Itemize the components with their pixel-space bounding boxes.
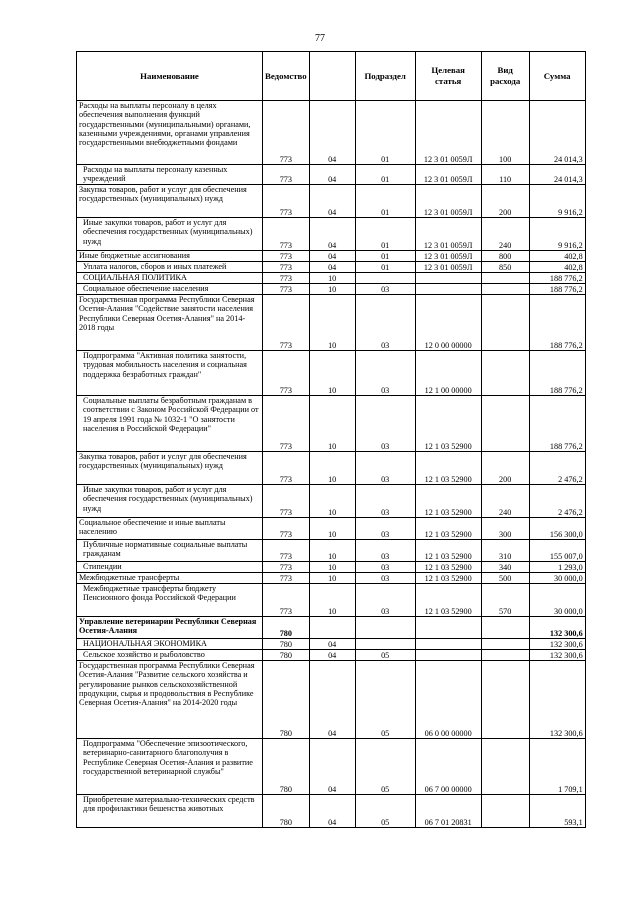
row-amount: 24 014,3 <box>529 165 585 185</box>
table-row <box>77 396 586 452</box>
table-row <box>77 650 586 661</box>
row-amount: 188 776,2 <box>529 295 585 351</box>
row-name: Сельское хозяйство и рыболовство <box>77 650 263 661</box>
row-name: Социальные выплаты безработным гражданам в соответствии с Законом Российской Федерации от 19 апреля 1991 года № 1032-1 "О занятости населения в Российской Федерации" <box>77 396 263 452</box>
table-row <box>77 639 586 650</box>
row-name: Расходы на выплаты персоналу в целях обеспечения выполнения функций государственными (муниципальными) органами, казенными учреждениями, органами управления государственными внебюджетными фондами <box>77 101 263 165</box>
row-department: 773 <box>263 584 310 617</box>
row-subsection: 03 <box>355 351 415 396</box>
row-department: 773 <box>263 573 310 584</box>
row-name: Иные закупки товаров, работ и услуг для обеспечения государственных (муниципальных) нужд <box>77 485 263 518</box>
row-name: Государственная программа Республики Северная Осетия-Алания "Развитие сельского хозяйства и регулирование рынков сельскохозяйственной продукции, сырья и продовольствия в Республике Северная Осетия-Алания" на 2014-2020 годы <box>77 661 263 739</box>
header-department: Ведомство <box>263 52 310 101</box>
row-expense-type: 850 <box>481 262 529 273</box>
row-expense-type: 340 <box>481 562 529 573</box>
row-department: 773 <box>263 518 310 540</box>
row-expense-type <box>481 739 529 795</box>
row-department: 773 <box>263 284 310 295</box>
row-expense-type <box>481 351 529 396</box>
row-expense-type: 110 <box>481 165 529 185</box>
row-amount: 1 709,1 <box>529 739 585 795</box>
row-expense-type <box>481 273 529 284</box>
row-amount: 2 476,2 <box>529 452 585 485</box>
row-expense-type <box>481 661 529 739</box>
row-section: 04 <box>309 218 355 251</box>
row-amount: 156 300,0 <box>529 518 585 540</box>
row-name: НАЦИОНАЛЬНАЯ ЭКОНОМИКА <box>77 639 263 650</box>
row-subsection <box>355 617 415 639</box>
header-name: Наименование <box>77 52 263 101</box>
row-department: 780 <box>263 617 310 639</box>
row-target-article <box>415 284 481 295</box>
row-subsection: 01 <box>355 101 415 165</box>
row-department: 780 <box>263 661 310 739</box>
row-section: 10 <box>309 351 355 396</box>
row-section: 10 <box>309 562 355 573</box>
row-department: 773 <box>263 101 310 165</box>
row-name: Социальное обеспечение и иные выплаты населению <box>77 518 263 540</box>
row-section: 10 <box>309 295 355 351</box>
row-target-article: 12 1 00 00000 <box>415 351 481 396</box>
row-subsection: 05 <box>355 661 415 739</box>
row-section: 10 <box>309 540 355 562</box>
row-name: Приобретение материально-технических средств для профилактики бешенства животных <box>77 795 263 828</box>
row-target-article: 06 0 00 00000 <box>415 661 481 739</box>
row-expense-type <box>481 795 529 828</box>
row-target-article: 12 1 03 52900 <box>415 562 481 573</box>
row-expense-type <box>481 639 529 650</box>
row-department: 773 <box>263 540 310 562</box>
table-row <box>77 739 586 795</box>
row-section: 04 <box>309 101 355 165</box>
table-row <box>77 584 586 617</box>
row-department: 773 <box>263 295 310 351</box>
row-expense-type: 310 <box>481 540 529 562</box>
row-target-article: 12 1 03 52900 <box>415 518 481 540</box>
table-row <box>77 485 586 518</box>
row-subsection: 03 <box>355 284 415 295</box>
row-target-article <box>415 273 481 284</box>
row-amount: 188 776,2 <box>529 284 585 295</box>
row-department: 773 <box>263 165 310 185</box>
row-subsection: 03 <box>355 518 415 540</box>
table-row <box>77 101 586 165</box>
row-section: 04 <box>309 262 355 273</box>
table-row <box>77 262 586 273</box>
row-subsection <box>355 273 415 284</box>
row-amount: 30 000,0 <box>529 584 585 617</box>
table-row <box>77 518 586 540</box>
row-target-article: 12 1 03 52900 <box>415 573 481 584</box>
row-department: 773 <box>263 185 310 218</box>
row-department: 773 <box>263 452 310 485</box>
row-amount: 402,8 <box>529 251 585 262</box>
table-row <box>77 540 586 562</box>
row-expense-type: 240 <box>481 218 529 251</box>
table-row <box>77 295 586 351</box>
row-name: Управление ветеринарии Республики Северная Осетия-Алания <box>77 617 263 639</box>
row-department: 780 <box>263 739 310 795</box>
row-target-article <box>415 617 481 639</box>
row-name: Закупка товаров, работ и услуг для обеспечения государственных (муниципальных) нужд <box>77 185 263 218</box>
table-row <box>77 284 586 295</box>
table-header-row <box>77 52 586 101</box>
row-expense-type: 200 <box>481 452 529 485</box>
row-name: Межбюджетные трансферты <box>77 573 263 584</box>
row-section: 04 <box>309 661 355 739</box>
table-row <box>77 573 586 584</box>
row-target-article: 12 1 03 52900 <box>415 452 481 485</box>
row-name: Иные бюджетные ассигнования <box>77 251 263 262</box>
row-target-article <box>415 650 481 661</box>
row-name: СОЦИАЛЬНАЯ ПОЛИТИКА <box>77 273 263 284</box>
row-name: Социальное обеспечение населения <box>77 284 263 295</box>
row-department: 773 <box>263 218 310 251</box>
row-department: 773 <box>263 485 310 518</box>
header-subsection: Подраздел <box>355 52 415 101</box>
row-subsection: 03 <box>355 573 415 584</box>
row-subsection: 01 <box>355 262 415 273</box>
row-target-article: 12 1 03 52900 <box>415 485 481 518</box>
row-subsection: 03 <box>355 562 415 573</box>
table-body <box>77 101 586 828</box>
row-section: 04 <box>309 739 355 795</box>
row-subsection: 05 <box>355 739 415 795</box>
row-expense-type <box>481 284 529 295</box>
table-row <box>77 251 586 262</box>
row-section: 04 <box>309 165 355 185</box>
row-amount: 132 300,6 <box>529 617 585 639</box>
table-row <box>77 351 586 396</box>
row-amount: 9 916,2 <box>529 218 585 251</box>
row-amount: 1 293,0 <box>529 562 585 573</box>
table-row <box>77 185 586 218</box>
row-amount: 155 007,0 <box>529 540 585 562</box>
row-department: 780 <box>263 639 310 650</box>
row-subsection: 05 <box>355 795 415 828</box>
row-name: Иные закупки товаров, работ и услуг для обеспечения государственных (муниципальных) нужд <box>77 218 263 251</box>
row-amount: 188 776,2 <box>529 273 585 284</box>
row-department: 780 <box>263 795 310 828</box>
row-target-article: 12 3 01 0059Л <box>415 251 481 262</box>
row-name: Уплата налогов, сборов и иных платежей <box>77 262 263 273</box>
row-subsection: 01 <box>355 165 415 185</box>
row-department: 773 <box>263 273 310 284</box>
row-amount: 402,8 <box>529 262 585 273</box>
row-section: 04 <box>309 650 355 661</box>
row-amount: 2 476,2 <box>529 485 585 518</box>
row-expense-type: 100 <box>481 101 529 165</box>
header-expense-type: Вид расхода <box>481 52 529 101</box>
table-row <box>77 562 586 573</box>
row-department: 773 <box>263 262 310 273</box>
row-expense-type <box>481 650 529 661</box>
row-expense-type: 240 <box>481 485 529 518</box>
row-subsection <box>355 639 415 650</box>
page-number: 77 <box>315 33 325 44</box>
header-target-article: Целевая статья <box>415 52 481 101</box>
table-row <box>77 218 586 251</box>
row-amount: 188 776,2 <box>529 351 585 396</box>
table-row <box>77 661 586 739</box>
row-section <box>309 617 355 639</box>
row-section: 10 <box>309 284 355 295</box>
row-amount: 132 300,6 <box>529 650 585 661</box>
budget-table <box>76 51 586 828</box>
table-row <box>77 795 586 828</box>
row-subsection: 01 <box>355 185 415 218</box>
header-amount: Сумма <box>529 52 585 101</box>
row-subsection: 01 <box>355 218 415 251</box>
row-name: Государственная программа Республики Северная Осетия-Алания "Содействие занятости населения Республики Северная Осетия-Алания" на 2014-2018 годы <box>77 295 263 351</box>
row-section: 04 <box>309 185 355 218</box>
row-section: 10 <box>309 584 355 617</box>
row-expense-type: 200 <box>481 185 529 218</box>
row-target-article: 12 1 03 52900 <box>415 584 481 617</box>
row-subsection: 03 <box>355 584 415 617</box>
table-row <box>77 617 586 639</box>
row-amount: 132 300,6 <box>529 661 585 739</box>
row-section: 04 <box>309 795 355 828</box>
row-expense-type: 570 <box>481 584 529 617</box>
row-subsection: 05 <box>355 650 415 661</box>
row-subsection: 03 <box>355 485 415 518</box>
row-section: 04 <box>309 251 355 262</box>
row-section: 10 <box>309 273 355 284</box>
row-target-article <box>415 639 481 650</box>
row-target-article: 12 3 01 0059Л <box>415 218 481 251</box>
row-department: 773 <box>263 351 310 396</box>
row-target-article: 12 3 01 0059Л <box>415 262 481 273</box>
row-expense-type <box>481 396 529 452</box>
row-section: 04 <box>309 639 355 650</box>
row-amount: 593,1 <box>529 795 585 828</box>
row-name: Подпрограмма "Активная политика занятости, трудовая мобильность населения и социальная поддержка безработных граждан" <box>77 351 263 396</box>
row-subsection: 03 <box>355 396 415 452</box>
row-section: 10 <box>309 452 355 485</box>
row-name: Расходы на выплаты персоналу казенных учреждений <box>77 165 263 185</box>
row-department: 773 <box>263 562 310 573</box>
row-target-article: 12 1 03 52900 <box>415 540 481 562</box>
row-department: 773 <box>263 251 310 262</box>
row-name: Подпрограмма "Обеспечение эпизоотического, ветеринарно-санитарного благополучия в Республике Северная Осетия-Алания и развитие государственной ветеринарной службы" <box>77 739 263 795</box>
row-name: Межбюджетные трансферты бюджету Пенсионного фонда Российской Федерации <box>77 584 263 617</box>
row-subsection: 03 <box>355 452 415 485</box>
row-amount: 24 014,3 <box>529 101 585 165</box>
row-name: Публичные нормативные социальные выплаты гражданам <box>77 540 263 562</box>
row-target-article: 12 3 01 0059Л <box>415 101 481 165</box>
row-section: 10 <box>309 573 355 584</box>
row-target-article: 06 7 00 00000 <box>415 739 481 795</box>
row-section: 10 <box>309 396 355 452</box>
row-expense-type: 300 <box>481 518 529 540</box>
table-row <box>77 273 586 284</box>
table-row <box>77 452 586 485</box>
row-department: 773 <box>263 396 310 452</box>
row-amount: 30 000,0 <box>529 573 585 584</box>
row-expense-type: 800 <box>481 251 529 262</box>
table-row <box>77 165 586 185</box>
row-expense-type: 500 <box>481 573 529 584</box>
header-section <box>309 52 355 101</box>
row-amount: 132 300,6 <box>529 639 585 650</box>
row-name: Закупка товаров, работ и услуг для обеспечения государственных (муниципальных) нужд <box>77 452 263 485</box>
row-subsection: 03 <box>355 295 415 351</box>
row-name: Стипендии <box>77 562 263 573</box>
row-target-article: 06 7 01 20831 <box>415 795 481 828</box>
row-target-article: 12 3 01 0059Л <box>415 185 481 218</box>
row-expense-type <box>481 617 529 639</box>
row-section: 10 <box>309 485 355 518</box>
row-amount: 9 916,2 <box>529 185 585 218</box>
row-section: 10 <box>309 518 355 540</box>
row-department: 780 <box>263 650 310 661</box>
row-amount: 188 776,2 <box>529 396 585 452</box>
row-target-article: 12 3 01 0059Л <box>415 165 481 185</box>
row-subsection: 03 <box>355 540 415 562</box>
row-target-article: 12 1 03 52900 <box>415 396 481 452</box>
row-target-article: 12 0 00 00000 <box>415 295 481 351</box>
row-subsection: 01 <box>355 251 415 262</box>
row-expense-type <box>481 295 529 351</box>
